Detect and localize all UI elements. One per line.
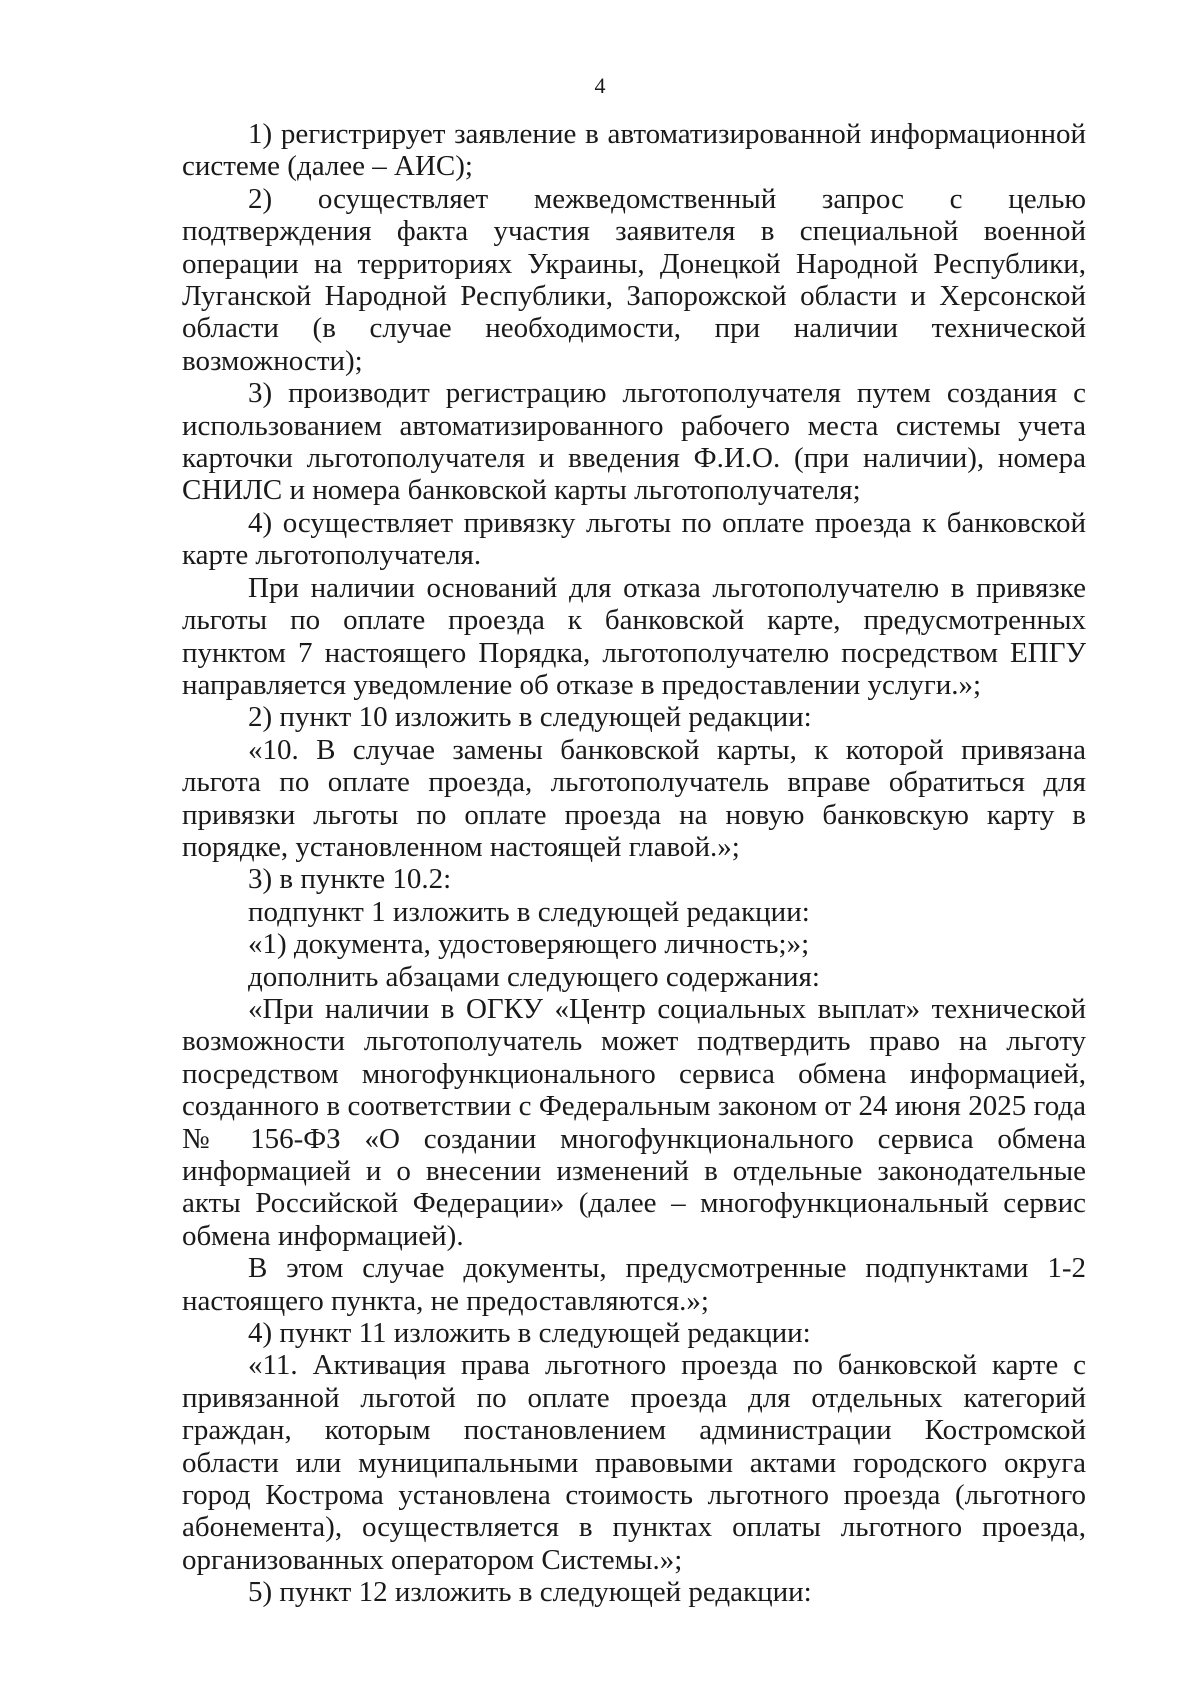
paragraph: дополнить абзацами следующего содержания: [248,960,820,993]
paragraph: «1) документа, удостоверяющего личность;»; [248,928,810,961]
paragraph: 1) регистрирует заявление в автоматизированной информационной системе (далее – АИС); [182,118,1086,183]
paragraph: 2) осуществляет межведомственный запрос с целью подтверждения факта участия заявителя в специальной военной операции на территориях Украины, Донецкой Народной Республики, Луганской Народной Республики, Запорожской области и Херсонской области (в случае необходимости, при наличии технической возможности); [182,182,1086,377]
paragraph: 2) пункт 10 изложить в следующей редакции: [248,701,812,734]
paragraph: «При наличии в ОГКУ «Центр социальных выплат» технической возможности льготополучатель может подтвердить право на льготу посредством многофункционального сервиса обмена информацией, созданного в соответствии с Федеральным законом от 24 июня 2025 года № 156-ФЗ «О создании многофункционального сервиса обмена информацией и о внесении изменений в отдельные законодательные акты Российской Федерации» (далее – многофункциональный сервис обмена информацией). [182,992,1086,1252]
paragraph: 4) осуществляет привязку льготы по оплате проезда к банковской карте льготополучателя. [182,506,1086,572]
document-body [182,118,1086,1609]
paragraph: 3) производит регистрацию льготополучателя путем создания с использованием автоматизированного рабочего места системы учета карточки льготополучателя и введения Ф.И.О. (при наличии), номера СНИЛС и номера банковской карты льготополучателя; [182,377,1086,507]
paragraph: «10. В случае замены банковской карты, к которой привязана льгота по оплате проезда, льготополучатель вправе обратиться для привязки льготы по оплате проезда на новую банковскую карту в порядке, установленном настоящей главой.»; [182,733,1086,863]
paragraph: 4) пункт 11 изложить в следующей редакции: [248,1317,811,1350]
paragraph: подпункт 1 изложить в следующей редакции: [248,895,810,928]
paragraph: При наличии оснований для отказа льготополучателю в привязке льготы по оплате проезда к банковской карте, предусмотренных пунктом 7 настоящего Порядка, льготополучателю посредством ЕПГУ направляется уведомление об отказе в предоставлении услуги.»; [182,571,1086,701]
paragraph: В этом случае документы, предусмотренные подпунктами 1-2 настоящего пункта, не предоставляются.»; [182,1252,1086,1317]
paragraph: «11. Активация права льготного проезда по банковской карте с привязанной льготой по оплате проезда для отдельных категорий граждан, которым постановлением администрации Костромской области или муниципальными правовыми актами городского округа город Кострома установлена стоимость льготного проезда (льготного абонемента), осуществляется в пунктах оплаты льготного проезда, организованных оператором Системы.»; [182,1349,1086,1576]
paragraph: 5) пункт 12 изложить в следующей редакции: [248,1576,812,1609]
paragraph: 3) в пункте 10.2: [248,863,452,896]
page-number: 4 [594,73,606,98]
